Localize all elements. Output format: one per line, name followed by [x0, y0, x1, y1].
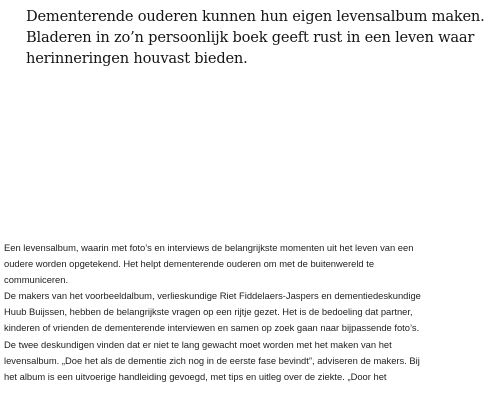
article-line: communiceren.	[4, 274, 69, 286]
intro-line: Dementerende ouderen kunnen hun eigen levensalbum maken.	[26, 8, 485, 25]
article-line: oudere worden opgetekend. Het helpt dementerende ouderen om met de buitenwereld te	[4, 258, 375, 270]
article-line: kinderen of vrienden de dementerende interviewen en samen op zoek gaan naar bijpassende foto’s.	[4, 322, 420, 334]
article-body	[4, 240, 492, 385]
article-line: levensalbum. „Doe het als de dementie zich nog in de eerste fase bevindt”, adviseren de makers. Bij	[4, 354, 420, 366]
article-line: De makers van het voorbeeldalbum, verlieskundige Riet Fiddelaers-Jaspers en dementiedeskundige	[4, 290, 421, 302]
article-line: het album is een uitvoerige handleiding gevoegd, met tips en uitleg over de ziekte. „Door het	[4, 370, 387, 382]
article-line: Huub Buijssen, hebben de belangrijkste vragen op een rijtje gezet. Het is de bedoeling dat partner,	[4, 306, 413, 318]
intro-paragraph	[26, 6, 488, 69]
article-line: Een levensalbum, waarin met foto’s en interviews de belangrijkste momenten uit het leven van een	[4, 242, 414, 253]
intro-line: herinneringen houvast bieden.	[26, 50, 248, 67]
article-line: De twee deskundigen vinden dat er niet te lang gewacht moet worden met het maken van het	[4, 338, 392, 350]
intro-line: Bladeren in zo’n persoonlijk boek geeft rust in een leven waar	[26, 29, 475, 46]
